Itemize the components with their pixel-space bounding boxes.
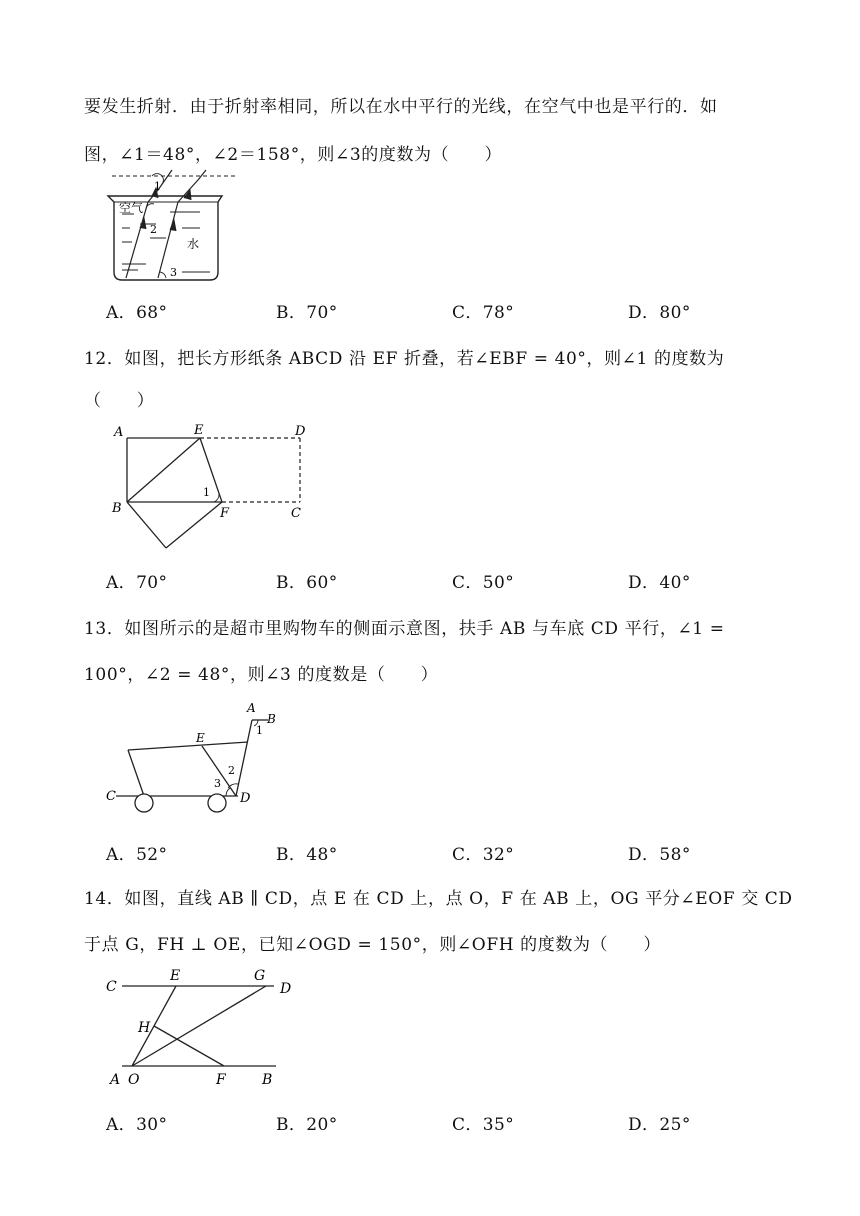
q11-choices [106, 298, 826, 322]
q14-text-line-2: 于点 G，FH ⊥ OE，已知∠OGD = 150°，则∠OFH 的度数为（ ） [84, 935, 661, 955]
q13-label-d: D [240, 791, 251, 806]
q14-label-f: F [216, 1072, 226, 1088]
q13-label-c: C [106, 789, 116, 804]
q12-text-line-2: （ ） [84, 391, 155, 411]
q12-choices [106, 568, 826, 592]
q13-label-b: B [267, 712, 276, 726]
q12-label-c: C [291, 506, 301, 521]
q14-label-h: H [138, 1020, 151, 1036]
q11-text-line-1: 要发生折射．由于折射率相同，所以在水中平行的光线，在空气中也是平行的．如 [84, 97, 718, 117]
q13-text-line-2: 100°，∠2 = 48°，则∠3 的度数是（ ） [84, 665, 439, 685]
q12-choice-c[interactable]: C．50° [452, 573, 515, 593]
q12-text-line-1: 12．如图，把长方形纸条 ABCD 沿 EF 折叠，若∠EBF = 40°，则∠1 的度数为 [84, 349, 725, 369]
q13-choices [106, 840, 826, 864]
q13-choice-c[interactable]: C．32° [452, 845, 515, 865]
q12-label-f: F [220, 506, 230, 521]
q12-label-e: E [194, 423, 204, 438]
q14-label-a: A [110, 1072, 121, 1088]
q14-label-b: B [262, 1072, 273, 1088]
q12-label-b: B [112, 501, 122, 516]
q13-choice-a[interactable]: A．52° [106, 845, 168, 865]
q12-choice-a[interactable]: A．70° [106, 573, 168, 593]
q13-choice-d[interactable]: D．58° [628, 845, 691, 865]
q14-choice-d[interactable]: D．25° [628, 1115, 691, 1135]
q11-choice-b[interactable]: B．70° [276, 303, 338, 323]
q14-choice-a[interactable]: A．30° [106, 1115, 168, 1135]
q12-label-d: D [295, 424, 306, 439]
q11-text-line-2: 图，∠1＝48°，∠2＝158°，则∠3的度数为（ ） [84, 145, 503, 165]
q11-choice-c[interactable]: C．78° [452, 303, 515, 323]
q11-angle-3-label: 3 [170, 266, 177, 279]
q11-choice-d[interactable]: D．80° [628, 303, 691, 323]
q12-fold-figure [110, 420, 320, 552]
q13-angle-3-label: 3 [214, 777, 221, 790]
q14-label-g: G [254, 968, 266, 984]
q11-angle-1-label: 1 [154, 180, 161, 193]
q13-cart-figure [104, 696, 294, 820]
q14-choice-c[interactable]: C．35° [452, 1115, 515, 1135]
q12-angle-1-label: 1 [203, 486, 210, 499]
q14-choice-b[interactable]: B．20° [276, 1115, 338, 1135]
q11-air-label: 空气 [119, 201, 144, 215]
q11-water-label: 水 [187, 237, 200, 251]
q14-choices [106, 1110, 826, 1134]
q13-angle-1-label: 1 [256, 724, 263, 737]
q13-choice-b[interactable]: B．48° [276, 845, 338, 865]
q13-label-a: A [247, 701, 256, 715]
q14-text-line-1: 14．如图，直线 AB ∥ CD，点 E 在 CD 上，点 O，F 在 AB 上，OG 平分∠EOF 交 CD [84, 889, 793, 909]
q13-label-e: E [196, 731, 205, 745]
q14-parallel-lines-figure [104, 964, 304, 1094]
q12-label-a: A [114, 425, 124, 440]
q11-refraction-figure [100, 168, 250, 286]
q14-label-d: D [280, 981, 292, 997]
q13-text-line-1: 13．如图所示的是超市里购物车的侧面示意图，扶手 AB 与车底 CD 平行，∠1 = [84, 619, 725, 639]
q12-choice-b[interactable]: B．60° [276, 573, 338, 593]
q11-angle-2-label: 2 [150, 223, 157, 236]
q14-label-c: C [106, 979, 117, 995]
q14-label-e: E [170, 968, 181, 984]
q13-angle-2-label: 2 [228, 764, 235, 777]
q12-choice-d[interactable]: D．40° [628, 573, 691, 593]
q11-choice-a[interactable]: A．68° [106, 303, 168, 323]
q14-label-o: O [128, 1072, 140, 1088]
